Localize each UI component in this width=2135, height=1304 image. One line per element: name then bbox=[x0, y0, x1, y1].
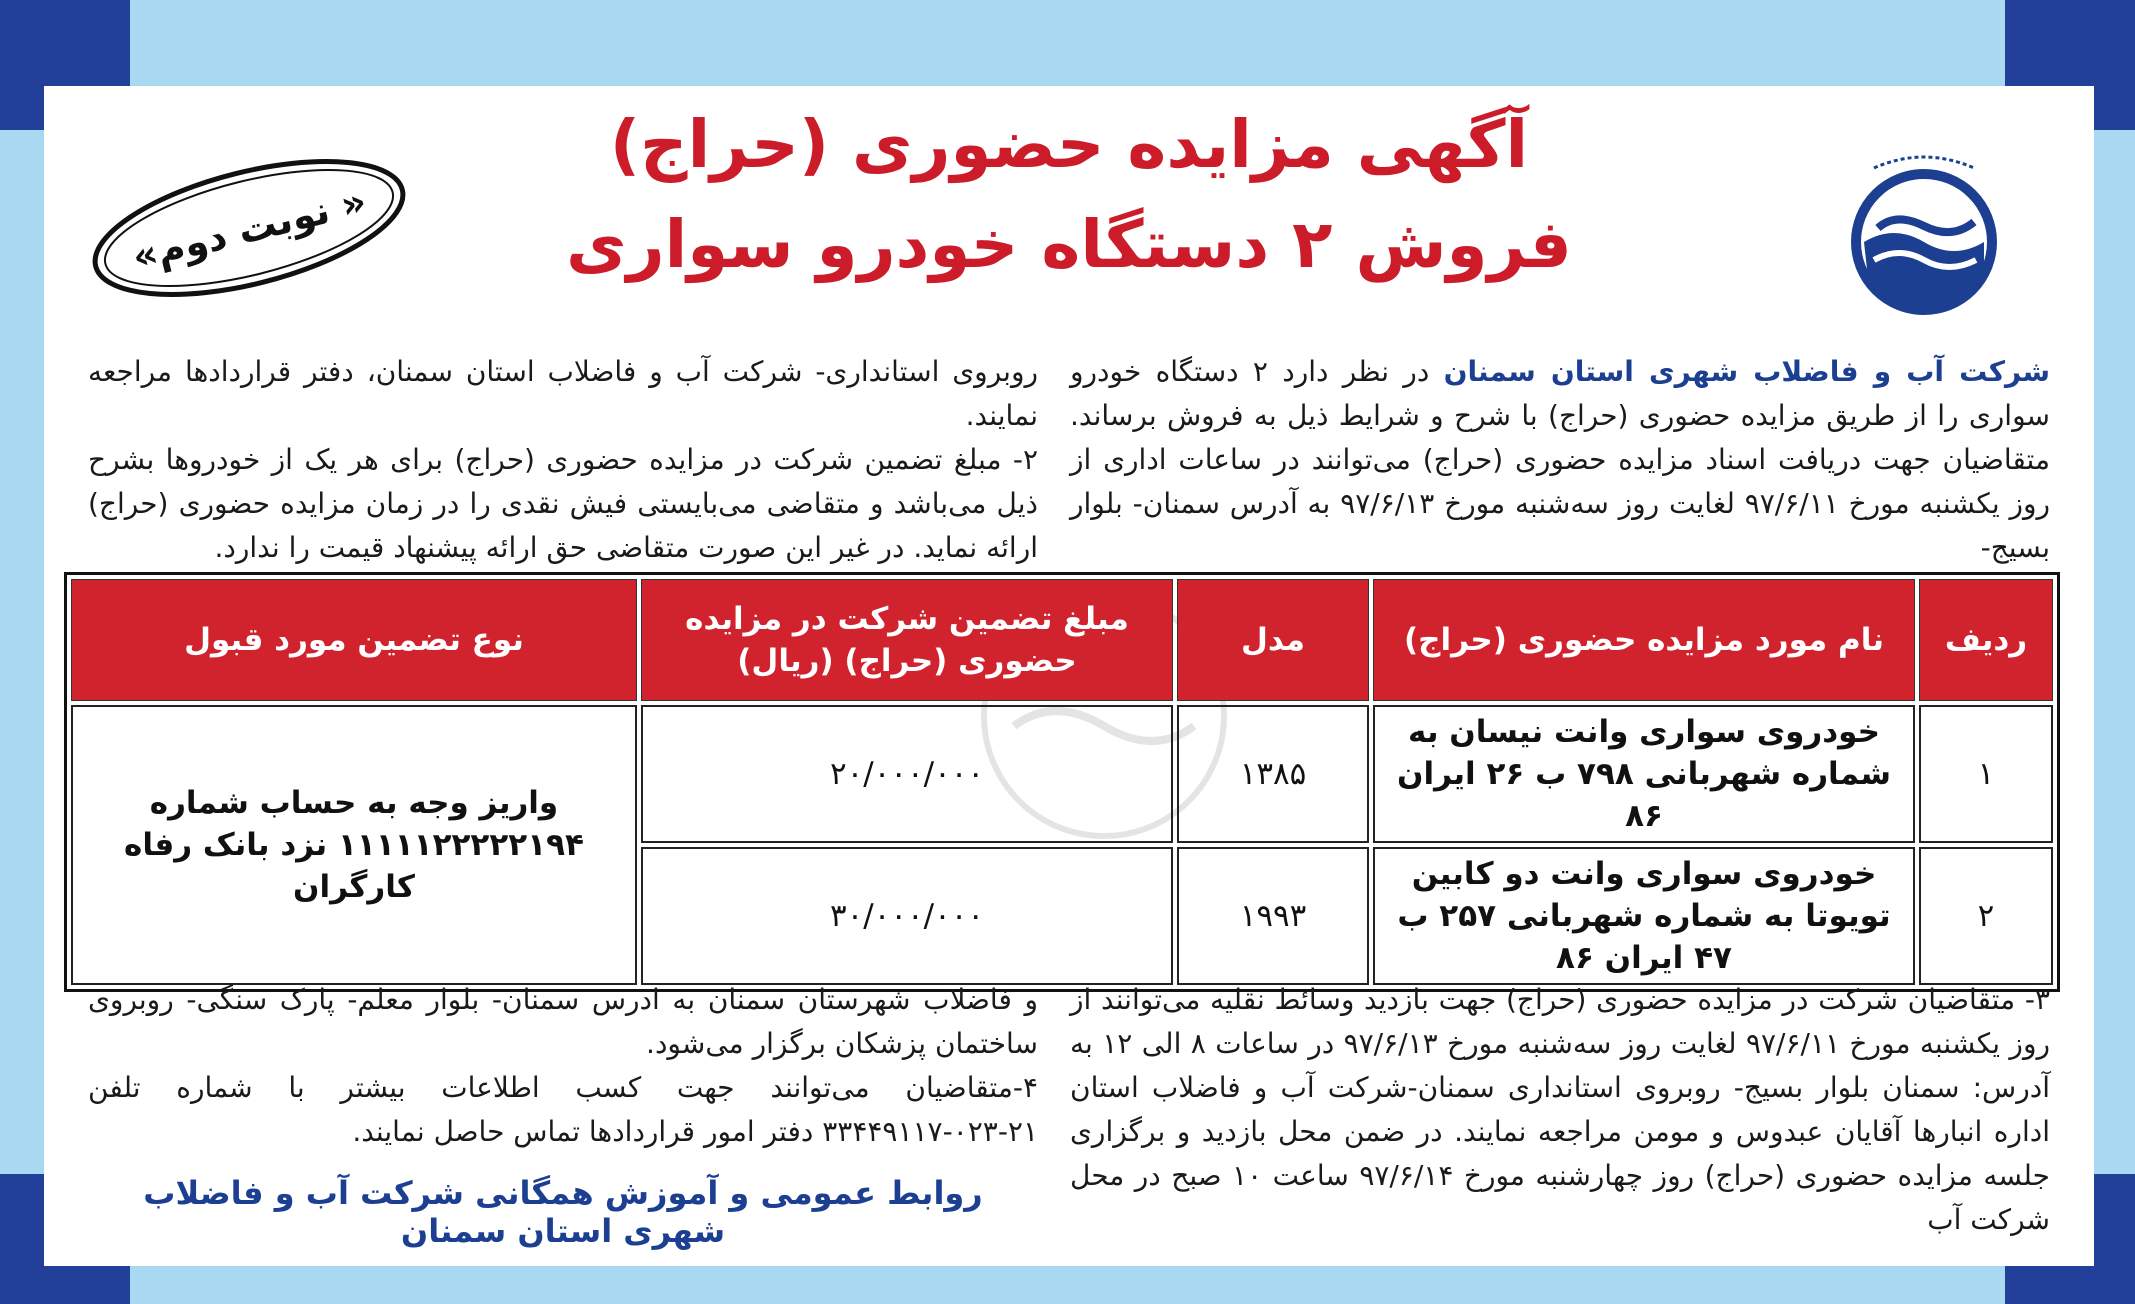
item-2: ۲- مبلغ تضمین شرکت در مزایده حضوری (حراج) برای هر یک از خودروها بشرح ذیل می‌باشد و متقاضی می‌بایستی فیش نقدی را در زمان مزایده حضوری (حراج) ارائه نماید. در غیر این صورت متقاضی حق ارائه پیشنهاد قیمت را ندارد. bbox=[88, 443, 1038, 564]
item-3-continued-paragraph bbox=[88, 978, 1038, 1154]
page-subtitle: فروش ۲ دستگاه خودرو سواری bbox=[566, 206, 1572, 283]
item-4: ۴-متقاضیان می‌توانند جهت کسب اطلاعات بیشتر با شماره تلفن ۲۱-۰۲۳-۳۳۴۴۹۱۱۷ دفتر امور قراردادها تماس حاصل نمایند. bbox=[88, 1071, 1038, 1148]
header-row-number: ردیف bbox=[1919, 579, 2053, 701]
header-model: مدل bbox=[1177, 579, 1369, 701]
cell-row-number: ۲ bbox=[1919, 847, 2053, 985]
intro-text: در نظر دارد ۲ دستگاه خودرو سواری را از طریق مزایده حضوری (حراج) با شرح و شرایط ذیل به فروش برساند. متقاضیان جهت دریافت اسناد مزایده حضوری (حراج) می‌توانند در ساعات اداری از روز یکشنبه مورخ ۹۷/۶/۱۱ لغایت روز سه‌شنبه مورخ ۹۷/۶/۱۳ به آدرس سمنان- بلوار بسیج- bbox=[1070, 355, 2051, 564]
item-3-continued: و فاضلاب شهرستان سمنان به ادرس سمنان- بلوار معلم- پارک سنگی- روبروی ساختمان پزشکان برگزار می‌شود. bbox=[88, 983, 1038, 1060]
cell-row-number: ۱ bbox=[1919, 705, 2053, 843]
document-page bbox=[44, 86, 2094, 1266]
water-wave-logo-icon bbox=[1834, 142, 2014, 322]
intro-paragraph bbox=[1070, 350, 2050, 570]
header-item-name: نام مورد مزایده حضوری (حراج) bbox=[1373, 579, 1915, 701]
intro-continued: روبروی استانداری- شرکت آب و فاضلاب استان سمنان، دفتر قراردادها مراجعه نمایند. bbox=[88, 355, 1038, 432]
intro-continued-paragraph bbox=[88, 350, 1038, 570]
cell-guarantee-type: واریز وجه به حساب شماره ۱۱۱۱۱۲۲۲۲۲۱۹۴ نزد بانک رفاه کارگران bbox=[71, 705, 637, 985]
badge-text: « نوبت دوم» bbox=[127, 178, 371, 280]
cell-model: ۱۳۸۵ bbox=[1177, 705, 1369, 843]
header-guarantee-type: نوع تضمین مورد قبول bbox=[71, 579, 637, 701]
table-row bbox=[71, 705, 2053, 843]
cell-guarantee-amount: ۲۰/۰۰۰/۰۰۰ bbox=[641, 705, 1173, 843]
cell-model: ۱۹۹۳ bbox=[1177, 847, 1369, 985]
cell-item-name: خودروی سواری وانت دو کابین تویوتا به شماره شهربانی ۲۵۷ ب ۴۷ ایران ۸۶ bbox=[1373, 847, 1915, 985]
header-guarantee-amount: مبلغ تضمین شرکت در مزایده حضوری (حراج) (ریال) bbox=[641, 579, 1173, 701]
second-round-badge bbox=[84, 148, 414, 308]
document-content bbox=[44, 86, 2094, 1266]
item-3-paragraph: ۳- متقاضیان شرکت در مزایده حضوری (حراج) جهت بازدید وسائط نقلیه می‌توانند از روز یکشنبه مورخ ۹۷/۶/۱۱ لغایت روز سه‌شنبه مورخ ۹۷/۶/۱۳ در ساعات ۸ الی ۱۲ به آدرس: سمنان بلوار بسیج- روبروی استانداری سمنان-شرکت آب و فاضلاب استان اداره انبارها آقایان عبدوس و مومن مراجعه نمایند. در ضمن محل بازدید و برگزاری جلسه مزایده حضوری (حراج) روز چهارشنبه مورخ ۹۷/۶/۱۴ ساعت ۱۰ صبح در محل شرکت آب bbox=[1070, 983, 2050, 1236]
table-header-row bbox=[71, 579, 2053, 701]
footer-signature: روابط عمومی و آموزش همگانی شرکت آب و فاضلاب شهری استان سمنان bbox=[143, 1174, 983, 1250]
page-title: آگهی مزایده حضوری (حراج) bbox=[609, 106, 1529, 183]
auction-items-table bbox=[64, 572, 2060, 992]
cell-item-name: خودروی سواری وانت نیسان به شماره شهربانی ۷۹۸ ب ۲۶ ایران ۸۶ bbox=[1373, 705, 1915, 843]
cell-guarantee-amount: ۳۰/۰۰۰/۰۰۰ bbox=[641, 847, 1173, 985]
company-name: شرکت آب و فاضلاب شهری استان سمنان bbox=[1443, 355, 2050, 388]
